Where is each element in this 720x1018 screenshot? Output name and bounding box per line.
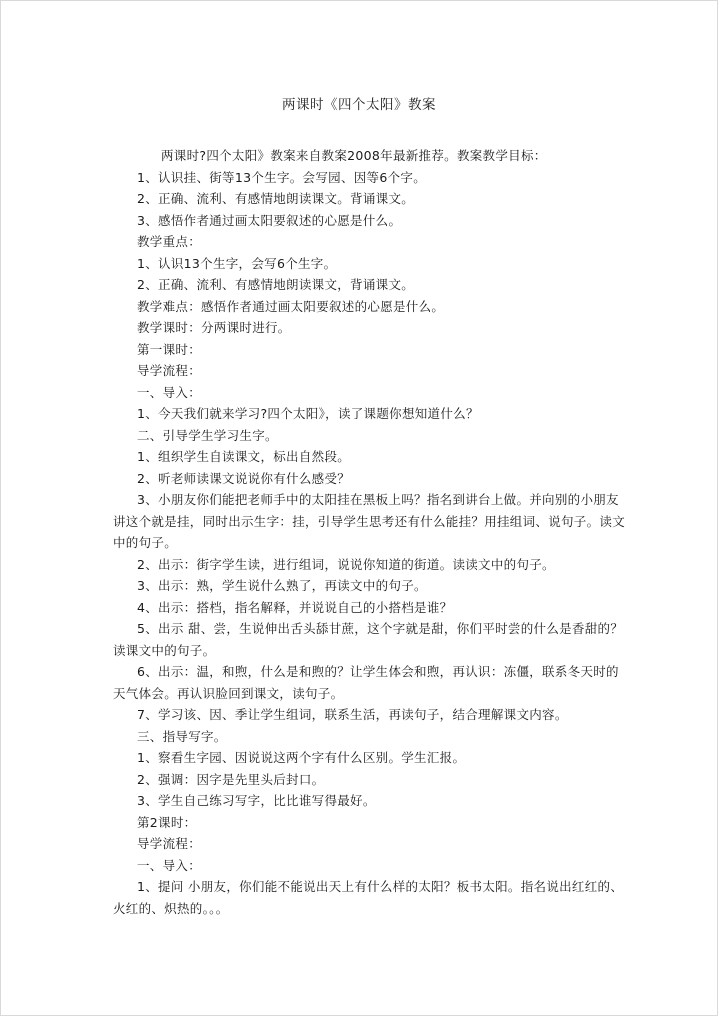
text-line: 3、小朋友你们能把老师手中的太阳挂在黑板上吗？指名到讲台上做。并向别的小朋友 [137, 492, 619, 507]
text-line: 第一课时： [137, 341, 202, 357]
text-line: 6、出示：温，和煦，什么是和煦的？让学生体会和煦，再认识：冻僵，联系冬天时的 [137, 664, 619, 679]
text-line: 讲这个就是挂，同时出示生字：挂，引导学生思考还有什么能挂？用挂组词、说句子。读文 [113, 513, 626, 529]
text-line: 教学难点：感悟作者通过画太阳要叙述的心愿是什么。 [137, 298, 445, 314]
text-line: 2、正确、流利、有感情地朗读课文，背诵课文。 [137, 277, 415, 292]
text-line: 2、出示：街字学生读，进行组词，说说你知道的街道。读读文中的句子。 [137, 556, 555, 572]
text-line: 3、学生自己练习写字，比比谁写得最好。 [137, 793, 376, 808]
text-line: 中的句子。 [113, 535, 178, 550]
text-line: 二、引导学生学习生字。 [137, 427, 278, 443]
document-title: 两课时《四个太阳》教案 [282, 97, 436, 113]
text-line: 1、提问 小朋友，你们能不能说出天上有什么样的太阳？板书太阳。指名说出红红的、 [137, 879, 624, 894]
text-line: 1、认识挂、街等13个生字。会写园、因等6个字。 [137, 169, 427, 185]
text-line: 2、正确、流利、有感情地朗读课文。背诵课文。 [137, 191, 415, 206]
text-line: 三、指导写字。 [137, 728, 227, 744]
text-line: 第2课时： [137, 814, 197, 830]
text-line: 2、听老师读课文说说你有什么感受？ [137, 470, 351, 486]
text-line: 两课时?四个太阳》教案来自教案2008年最新推荐。教案教学目标： [161, 148, 547, 163]
document-body [113, 145, 626, 919]
text-line: 导学流程： [137, 363, 202, 378]
text-line: 2、强调：因字是先里头后封口。 [137, 771, 325, 787]
text-line: 教学课时：分两课时进行。 [137, 320, 291, 335]
text-line: 4、出示：搭档，指名解释，并说说自己的小搭档是谁？ [137, 599, 453, 615]
text-line: 一、导入： [137, 384, 202, 400]
text-line: 1、认识13个生字，会写6个生字。 [137, 255, 337, 271]
text-line: 3、出示：熟，学生说什么熟了，再读文中的句子。 [137, 578, 427, 593]
text-line: 7、学习该、因、季让学生组词，联系生活，再读句子，结合理解课文内容。 [137, 707, 568, 722]
text-line: 1、察看生字园、因说说这两个字有什么区别。学生汇报。 [137, 750, 466, 765]
text-line: 一、导入： [137, 857, 202, 873]
text-line: 导学流程： [137, 836, 202, 851]
text-line: 火红的、炽热的。。。 [113, 900, 229, 916]
text-line: 5、出示 甜、尝，生说伸出舌头舔甘蔗，这个字就是甜，你们平时尝的什么是香甜的？ [137, 621, 624, 636]
text-line: 教学重点： [137, 234, 202, 249]
text-line: 1、组织学生自读课文，标出自然段。 [137, 449, 351, 464]
text-line: 读课文中的句子。 [113, 642, 216, 658]
text-line: 3、感悟作者通过画太阳要叙述的心愿是什么。 [137, 212, 402, 228]
text-line: 1、今天我们就来学习?四个太阳》，读了课题你想知道什么？ [137, 406, 479, 421]
text-line: 天气体会。再认识脸回到课文，读句子。 [113, 685, 344, 701]
